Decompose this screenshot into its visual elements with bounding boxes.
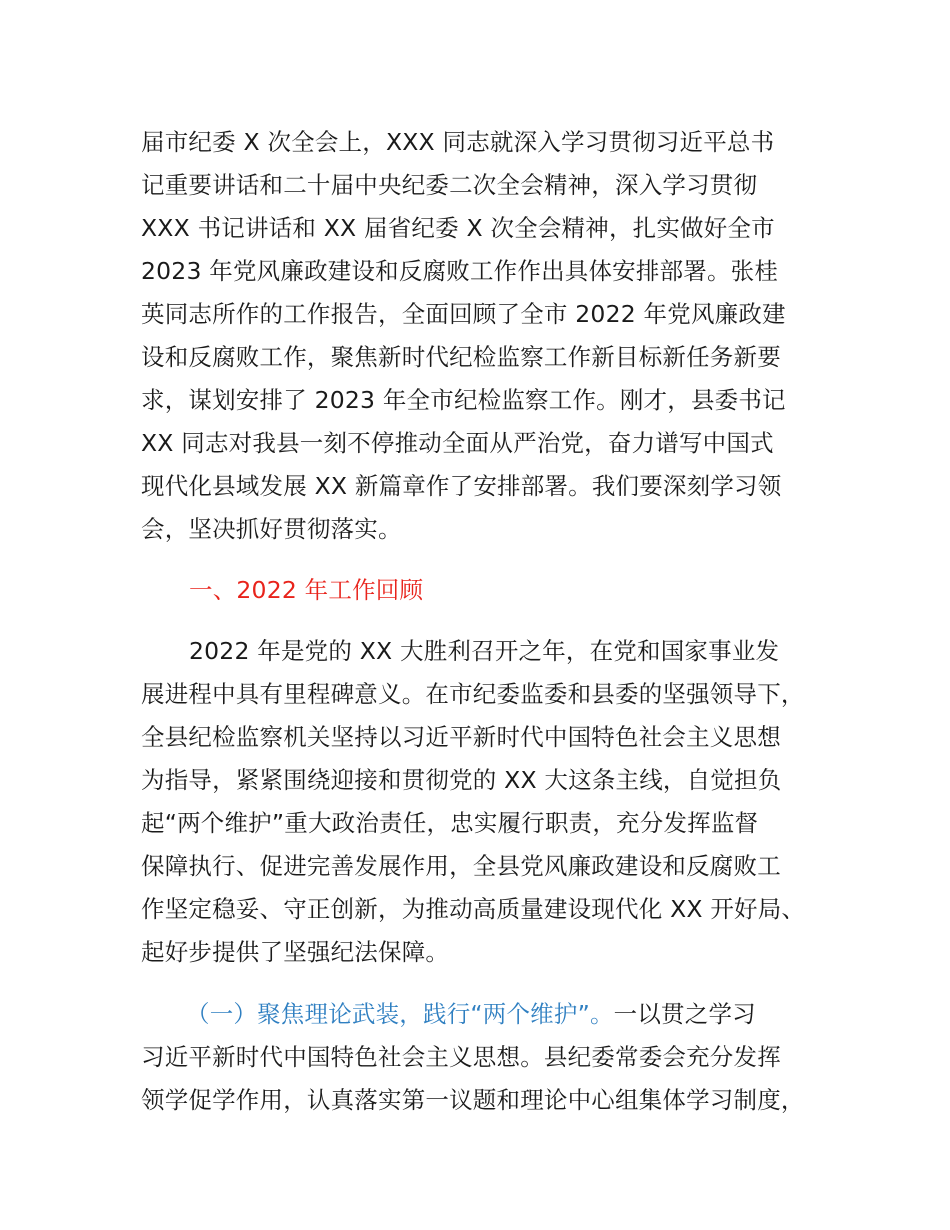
subsection-line-3: 领学促学作用，认真落实第一议题和理论中心组集体学习制度， bbox=[141, 1086, 805, 1114]
intro-line-2: 记重要讲话和二十届中央纪委二次全会精神，深入学习贯彻 bbox=[141, 171, 758, 199]
intro-line-1: 届市纪委 X 次全会上，XXX 同志就深入学习贯彻习近平总书 bbox=[141, 128, 775, 156]
review-line-2: 展进程中具有里程碑意义。在市纪委监委和县委的坚强领导下， bbox=[141, 680, 805, 708]
intro-line-10: 会，坚决抓好贯彻落实。 bbox=[141, 515, 402, 543]
review-line-7: 作坚定稳妥、守正创新，为推动高质量建设现代化 XX 开好局、 bbox=[141, 895, 806, 923]
review-line-6: 保障执行、促进完善发展作用，全县党风廉政建设和反腐败工 bbox=[141, 852, 781, 880]
intro-line-9: 现代化县域发展 XX 新篇章作了安排部署。我们要深刻学习领 bbox=[141, 472, 782, 500]
review-line-4: 为指导，紧紧围绕迎接和贯彻党的 XX 大这条主线，自觉担负 bbox=[141, 766, 782, 794]
subsection-line-2: 习近平新时代中国特色社会主义思想。县纪委常委会充分发挥 bbox=[141, 1043, 781, 1071]
review-line-8: 起好步提供了坚强纪法保障。 bbox=[141, 938, 450, 966]
subsection-first-line bbox=[186, 997, 756, 1031]
subsection-heading: （一）聚焦理论武装，践行“两个维护”。 bbox=[186, 1000, 614, 1028]
review-line-5: 起“两个维护”重大政治责任，忠实履行职责，充分发挥监督 bbox=[141, 809, 759, 837]
intro-line-8: XX 同志对我县一刻不停推动全面从严治党，奋力谱写中国式 bbox=[141, 429, 774, 457]
intro-line-7: 求，谋划安排了 2023 年全市纪检监察工作。刚才，县委书记 bbox=[141, 386, 786, 414]
intro-line-5: 英同志所作的工作报告，全面回顾了全市 2022 年党风廉政建 bbox=[141, 300, 786, 328]
review-line-3: 全县纪检监察机关坚持以习近平新时代中国特色社会主义思想 bbox=[141, 723, 781, 751]
section-heading: 一、2022 年工作回顾 bbox=[189, 576, 424, 604]
intro-line-6: 设和反腐败工作，聚焦新时代纪检监察工作新目标新任务新要 bbox=[141, 343, 781, 371]
intro-line-3: XXX 书记讲话和 XX 届省纪委 X 次全会精神，扎实做好全市 bbox=[141, 214, 775, 242]
intro-line-4: 2023 年党风廉政建设和反腐败工作作出具体安排部署。张桂 bbox=[141, 257, 779, 285]
subsection-heading-tail: 一以贯之学习 bbox=[613, 1000, 756, 1028]
review-line-1: 2022 年是党的 XX 大胜利召开之年，在党和国家事业发 bbox=[189, 637, 780, 665]
